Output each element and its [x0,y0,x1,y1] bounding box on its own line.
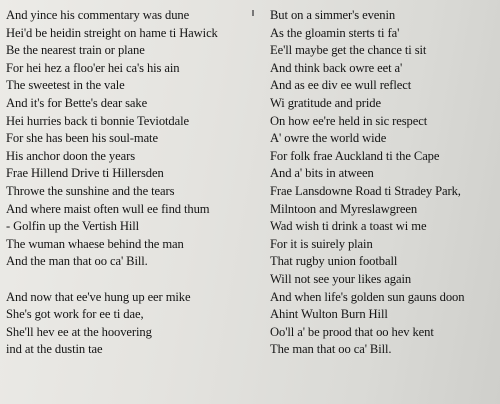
poem-line: But on a simmer's evenin [270,8,396,22]
poem-line: Hei hurries back ti bonnie Teviotdale [6,113,189,128]
poem-line: Will not see your likes again [270,271,412,286]
poem-line: And a' bits in atween [270,166,374,181]
poem-line: She'll hev ee at the hoovering [6,324,152,339]
poem-line: For it is suirely plain [270,236,373,251]
poem-line: And when life's golden sun gauns doon [270,289,465,304]
poem-line: Ahint Wulton Burn Hill [270,307,388,322]
poem-line: Hei'd be heidin streight on hame ti Hawick [6,25,218,40]
poem-line: Milntoon and Myreslawgreen [270,201,418,216]
poem-line: And where maist often wull ee find thum [6,201,210,216]
poem-line: Ee'll maybe get the chance ti sit [270,43,427,58]
poem-line: Wad wish ti drink a toast wi me [270,219,427,234]
poem-line: Frae Hillend Drive ti Hillersden [6,166,164,181]
poem-line: A' owre the world wide [270,131,387,146]
poem-line: For folk frae Auckland ti the Cape [270,148,440,163]
poem-line: She's got work for ee ti dae, [6,307,144,322]
poem-line: The wuman whaese behind the man [6,236,184,251]
poem-line: Frae Lansdowne Road ti Stradey Park, [270,183,461,198]
page-fold-mark [252,10,254,16]
poem-line: And now that ee've hung up eer mike [6,289,191,304]
poem-line: For she has been his soul-mate [6,131,158,146]
poem-line: The man that oo ca' Bill. [270,342,392,357]
right-column [270,7,498,359]
poem-line: Throwe the sunshine and the tears [6,183,175,198]
poem-line: - Golfin up the Vertish Hill [6,219,140,234]
poem-line: ind at the dustin tae [6,342,103,357]
poem-line: Wi gratitude and pride [270,95,381,110]
poem-line: And it's for Bette's dear sake [6,95,148,110]
poem-line: And the man that oo ca' Bill. [6,254,148,269]
poem-line: That rugby union football [270,254,398,269]
poem-line: And think back owre eet a' [270,60,403,75]
poem-line: On how ee're held in sic respect [270,113,428,128]
poem-line: As the gloamin sterts ti fa' [270,25,400,40]
stanza-break [6,271,246,289]
poem-line: For hei hez a floo'er hei ca's his ain [6,60,180,75]
poem-line: And as ee div ee wull reflect [270,78,412,93]
poem-line: Oo'll a' be prood that oo hev kent [270,324,434,339]
poem-line: The sweetest in the vale [6,78,125,93]
left-column [6,7,246,359]
poem-line: His anchor doon the years [6,148,135,163]
poem-line: Be the nearest train or plane [6,43,145,58]
poem-line: And yince his commentary was dune [6,8,190,22]
